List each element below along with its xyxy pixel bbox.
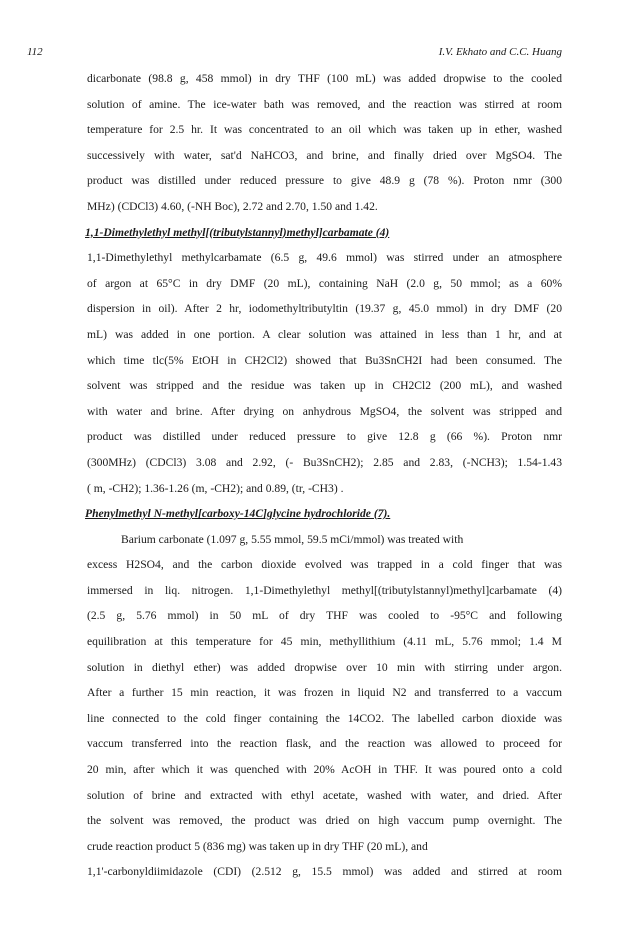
text-line: ( m, -CH2); 1.36-1.26 (m, -CH2); and 0.89, (tr, -CH3) . xyxy=(87,481,344,495)
text-line: temperature for 2.5 hr. It was concentrated to an oil which was taken up in ether, washed xyxy=(87,123,562,137)
text-line: After a further 15 min reaction, it was frozen in liquid N2 and transferred to a vaccum xyxy=(87,686,562,700)
text-line: excess H2SO4, and the carbon dioxide evolved was trapped in a cold finger that was xyxy=(87,558,562,572)
text-line: 20 min, after which it was quenched with 20% AcOH in THF. It was poured onto a cold xyxy=(87,763,562,777)
page-number: 112 xyxy=(27,46,43,58)
text-line: crude reaction product 5 (836 mg) was taken up in dry THF (20 mL), and xyxy=(87,839,428,853)
text-line: equilibration at this temperature for 45 min, methyllithium (4.11 mL, 5.76 mmol; 1.4 M xyxy=(87,635,562,649)
text-line: solvent was stripped and the residue was taken up in CH2Cl2 (200 mL), and washed xyxy=(87,379,562,393)
text-line: immersed in liq. nitrogen. 1,1-Dimethylethyl methyl[(tributylstannyl)methyl]carbamate (4) xyxy=(87,583,562,597)
text-line: 1,1-Dimethylethyl methylcarbamate (6.5 g, 49.6 mmol) was stirred under an atmosphere xyxy=(87,251,562,265)
text-line: dispersion in oil). After 2 hr, iodomethyltributyltin (19.37 g, 45.0 mmol) in dry DMF (20 xyxy=(87,302,562,316)
section-heading: 1,1-Dimethylethyl methyl[(tributylstannyl)methyl]carbamate (4) xyxy=(85,225,390,239)
text-line: line connected to the cold finger containing the 14CO2. The labelled carbon dioxide was xyxy=(87,711,562,725)
section-heading: Phenylmethyl N-methyl[carboxy-14C]glycine hydrochloride (7). xyxy=(85,507,391,521)
experimental-text xyxy=(87,66,562,885)
text-line: successively with water, sat'd NaHCO3, and brine, and finally dried over MgSO4. The xyxy=(87,148,562,162)
running-head: I.V. Ekhato and C.C. Huang xyxy=(438,46,562,58)
text-line: solution of amine. The ice-water bath was removed, and the reaction was stirred at room xyxy=(87,97,562,111)
text-line: with water and brine. After drying on anhydrous MgSO4, the solvent was stripped and xyxy=(87,404,562,418)
text-line: (300MHz) (CDCl3) 3.08 and 2.92, (- Bu3SnCH2); 2.85 and 2.83, (-NCH3); 1.54-1.43 xyxy=(87,455,562,469)
text-line: MHz) (CDCl3) 4.60, (-NH Boc), 2.72 and 2.70, 1.50 and 1.42. xyxy=(87,199,378,213)
text-line: Barium carbonate (1.097 g, 5.55 mmol, 59.5 mCi/mmol) was treated with xyxy=(121,532,464,546)
text-line: product was distilled under reduced pressure to give 48.9 g (78 %). Proton nmr (300 xyxy=(87,174,562,188)
text-line: the solvent was removed, the product was dried on high vaccum pump overnight. The xyxy=(87,814,562,828)
text-line: of argon at 65°C in dry DMF (20 mL), containing NaH (2.0 g, 50 mmol; as a 60% xyxy=(87,276,562,290)
text-line: dicarbonate (98.8 g, 458 mmol) in dry THF (100 mL) was added dropwise to the cooled xyxy=(87,72,562,85)
text-line: (2.5 g, 5.76 mmol) in 50 mL of dry THF was cooled to -95°C and following xyxy=(87,609,562,623)
text-line: which time tlc(5% EtOH in CH2Cl2) showed that Bu3SnCH2I had been consumed. The xyxy=(87,353,562,367)
text-line: mL) was added in one portion. A clear solution was attained in less than 1 hr, and at xyxy=(87,327,562,341)
text-line: solution of brine and extracted with ethyl acetate, washed with water, and dried. After xyxy=(87,788,562,802)
text-line: 1,1'-carbonyldiimidazole (CDI) (2.512 g, 15.5 mmol) was added and stirred at room xyxy=(87,865,562,879)
text-line: solution in diethyl ether) was added dropwise over 10 min with stirring under argon. xyxy=(87,660,562,674)
text-line: product was distilled under reduced pressure to give 12.8 g (66 %). Proton nmr xyxy=(87,430,562,444)
text-line: vaccum transferred into the reaction flask, and the reaction was allowed to proceed for xyxy=(87,737,562,751)
